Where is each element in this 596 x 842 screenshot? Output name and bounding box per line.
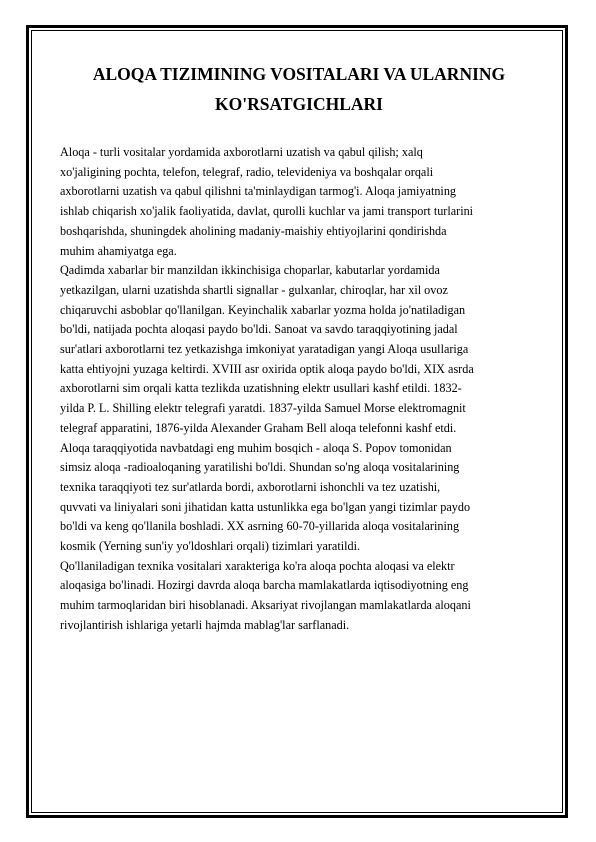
body-line: aloqasiga bo'linadi. Hozirgi davrda aloqa barcha mamlakatlarda iqtisodiyotning eng (60, 578, 469, 593)
body-line: quvvati va liniyalari soni jihatidan katta ustunlikka ega bo'lgan yangi tizimlar paydo (60, 499, 471, 514)
body-line: yetkazilgan, ularni uzatishda shartli signallar - gulxanlar, chiroqlar, har xil ovoz (60, 282, 448, 297)
body-line: axborotlarni uzatish va qabul qilishni ta'minlaydigan tarmog'i. Aloqa jamiyatning (60, 184, 457, 199)
body-line: yilda P. L. Shilling elektr telegrafi yaratdi. 1837-yilda Samuel Morse elektromagnit (60, 401, 466, 416)
body-line: boshqarishda, shuningdek aholining madaniy-maishiy ehtiyojlarini qondirishda (60, 223, 447, 238)
body-line: simsiz aloqa -radioaloqaning yaratilishi bo'ldi. Shundan so'ng aloqa vositalarining (60, 460, 460, 475)
body-line: telegraf apparatini, 1876-yilda Alexander Graham Bell aloqa telefonni kashf etdi. (60, 420, 457, 435)
body-line: sur'atlari axborotlarni tez yetkazishga imkoniyat yaratadigan yangi Aloqa usullariga (60, 342, 469, 357)
body-line: Qo'llaniladigan texnika vositalari xarakteriga ko'ra aloqa pochta aloqasi va elektr (60, 558, 455, 573)
body-line: rivojlantirish ishlariga yetarli hajmda mablag'lar sarflanadi. (60, 617, 350, 632)
body-line: Aloqa - turli vositalar yordamida axborotlarni uzatish va qabul qilish; xalq (60, 145, 423, 159)
body-line: muhim tarmoqlaridan biri hisoblanadi. Aksariyat rivojlangan mamlakatlarda aloqani (60, 598, 471, 613)
body-line: bo'ldi va keng qo'llanila boshladi. XX asrning 60-70-yillarida aloqa vositalarining (60, 519, 460, 534)
body-line: kosmik (Yerning sun'iy yo'ldoshlari orqali) tizimlari yaratildi. (60, 539, 361, 554)
body-line: chiqaruvchi asboblar qo'llanilgan. Keyinchalik xabarlar yozma holda jo'natiladigan (60, 302, 466, 317)
document-body (60, 143, 542, 636)
body-line: muhim ahamiyatga ega. (60, 243, 177, 258)
body-line: axborotlarni sim orqali katta tezlikda uzatishning elektr usullari kashf etildi. 1832- (60, 381, 462, 396)
body-line: Qadimda xabarlar bir manzildan ikkinchisiga choparlar, kabutarlar yordamida (60, 263, 440, 278)
body-line: texnika taraqqiyoti tez sur'atlarda bordi, axborotlarni ishonchli va tez uzatishi, (60, 479, 441, 494)
body-line: katta ehtiyojni yuzaga keltirdi. XVIII asr oxirida optik aloqa paydo bo'ldi, XIX asrda (60, 361, 474, 376)
body-line: xo'jaligining pochta, telefon, telegraf, radio, televideniya va boshqalar orqali (60, 164, 434, 179)
body-line: Aloqa taraqqiyotida navbatdagi eng muhim bosqich - aloqa S. Popov tomonidan (60, 440, 452, 455)
body-line: ishlab chiqarish xo'jalik faoliyatida, davlat, qurolli kuchlar va jami transport turlarini (60, 204, 474, 219)
body-line: bo'ldi, natijada pochta aloqasi paydo bo'ldi. Sanoat va savdo taraqqiyotining jadal (60, 322, 458, 337)
document-title: ALOQA TIZIMINING VOSITALARI VA ULARNING KO'RSATGICHLARI (92, 64, 506, 114)
